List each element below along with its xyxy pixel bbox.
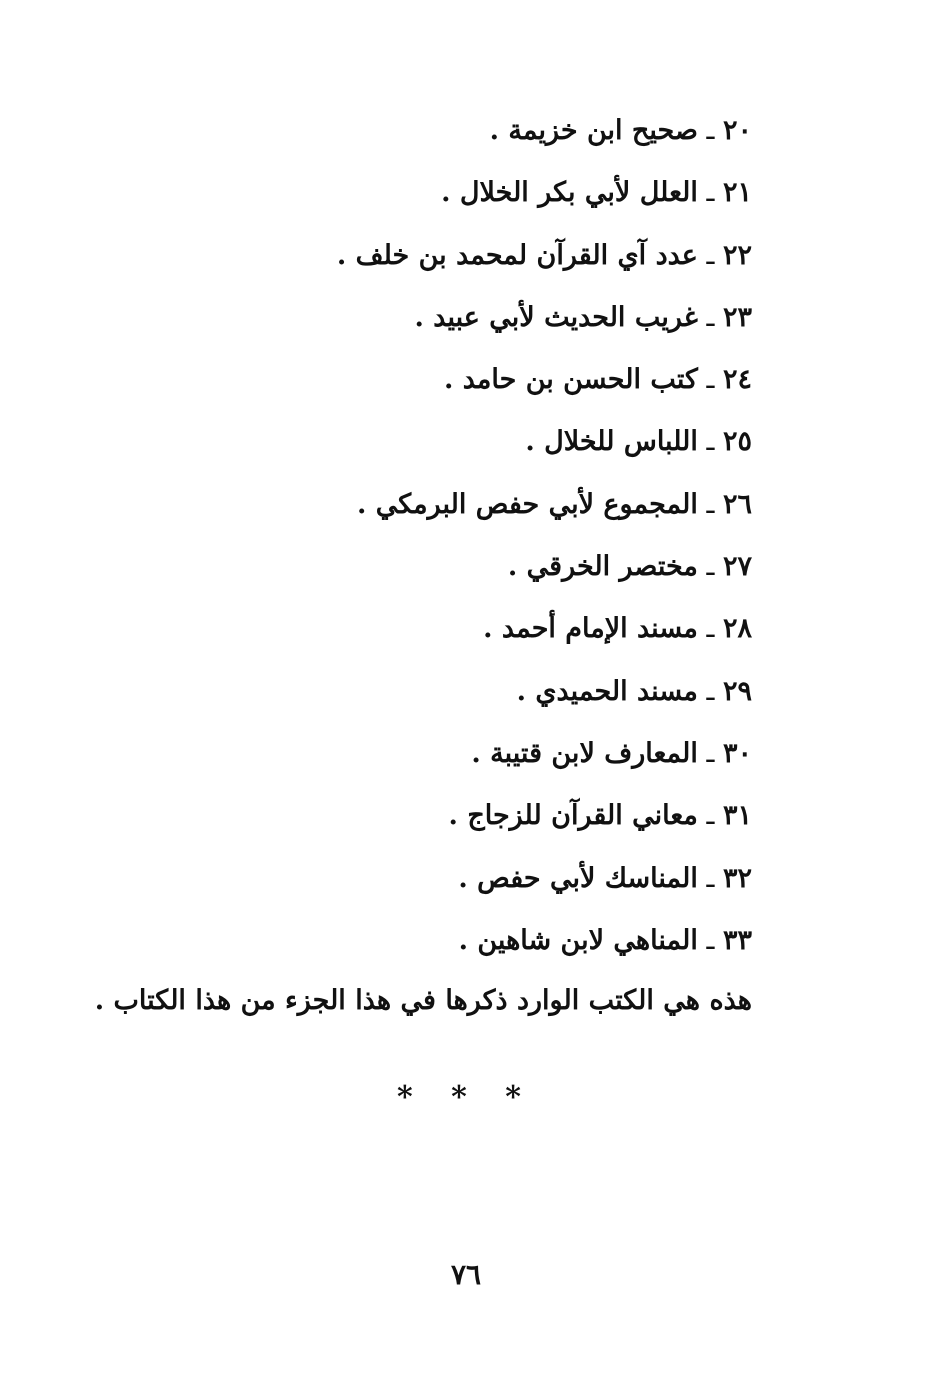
item-title: مختصر الخرقي .: [507, 551, 698, 583]
item-dash: ـ: [706, 115, 715, 146]
book-list: [132, 100, 752, 972]
list-item: [132, 225, 752, 287]
list-item: [132, 598, 752, 660]
item-title: كتب الحسن بن حامد .: [443, 364, 698, 396]
item-dash: ـ: [706, 675, 715, 707]
list-item: [132, 910, 752, 972]
list-item: [132, 162, 752, 224]
item-number: ٢٩: [722, 675, 752, 707]
list-item: [132, 349, 752, 411]
list-item: [132, 723, 752, 785]
item-dash: ـ: [706, 488, 715, 520]
item-dash: ـ: [706, 613, 715, 645]
item-dash: ـ: [706, 364, 715, 396]
item-dash: ـ: [706, 426, 715, 458]
item-title: صحيح ابن خزيمة .: [489, 115, 698, 146]
item-title: المناهي لابن شاهين .: [458, 924, 698, 956]
item-dash: ـ: [706, 737, 715, 769]
item-title: اللباس للخلال .: [525, 426, 698, 458]
item-dash: ـ: [706, 862, 715, 894]
item-number: ٣٠: [722, 737, 752, 769]
item-number: ٣١: [722, 800, 752, 832]
item-number: ٢٥: [722, 426, 752, 458]
list-item: [132, 100, 752, 162]
item-number: ٢٦: [722, 488, 752, 520]
list-item: [132, 536, 752, 598]
list-item: [132, 848, 752, 910]
item-title: غريب الحديث لأبي عبيد .: [414, 301, 698, 333]
item-title: عدد آي القرآن لمحمد بن خلف .: [336, 239, 698, 271]
list-item: [132, 287, 752, 349]
item-dash: ـ: [706, 239, 715, 271]
item-title: المجموع لأبي حفص البرمكي .: [356, 488, 698, 520]
item-title: المعارف لابن قتيبة .: [471, 737, 698, 769]
item-dash: ـ: [706, 301, 715, 333]
item-number: ٢٤: [722, 364, 752, 396]
closing-sentence: هذه هي الكتب الوارد ذكرها في هذا الجزء من هذا الكتاب .: [94, 985, 752, 1016]
item-title: مسند الحميدي .: [516, 675, 698, 707]
list-item: [132, 474, 752, 536]
list-item: [132, 411, 752, 473]
list-item: [132, 785, 752, 847]
page-number: ٧٦: [450, 1258, 482, 1291]
item-number: ٢٠: [722, 115, 752, 146]
item-title: مسند الإمام أحمد .: [483, 613, 698, 645]
item-number: ٢٨: [722, 613, 752, 645]
item-dash: ـ: [706, 177, 715, 209]
item-title: المناسك لأبي حفص .: [458, 862, 698, 894]
asterisk-separator: * * *: [397, 1080, 535, 1115]
item-dash: ـ: [706, 924, 715, 956]
item-number: ٣٣: [722, 924, 752, 956]
item-number: ٢١: [722, 177, 752, 209]
list-item: [132, 661, 752, 723]
item-dash: ـ: [706, 551, 715, 583]
item-number: ٢٣: [722, 301, 752, 333]
item-title: معاني القرآن للزجاج .: [448, 800, 698, 832]
item-number: ٢٢: [722, 239, 752, 271]
item-number: ٢٧: [722, 551, 752, 583]
item-dash: ـ: [706, 800, 715, 832]
item-title: العلل لأبي بكر الخلال .: [441, 177, 698, 209]
item-number: ٣٢: [722, 862, 752, 894]
